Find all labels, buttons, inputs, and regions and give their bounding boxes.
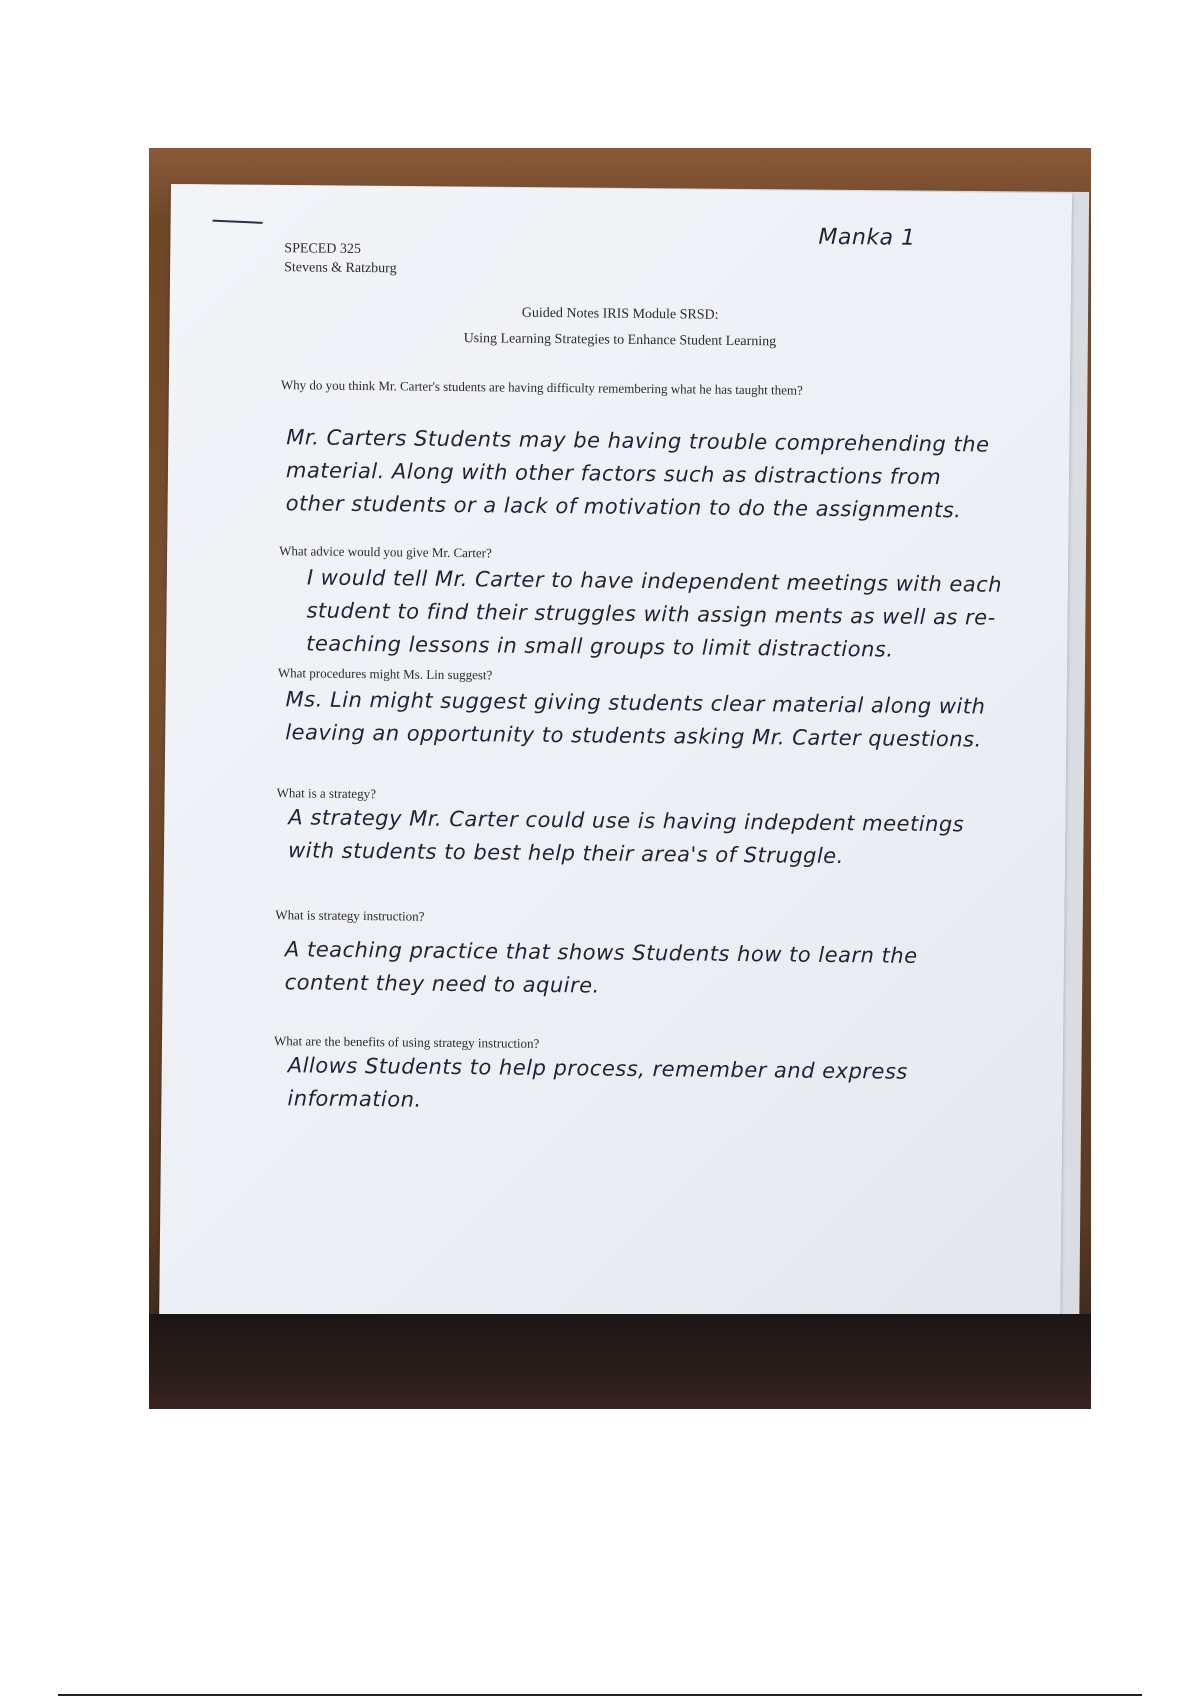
question-6: What are the benefits of using strategy instruction? — [273, 1033, 540, 1051]
course-info — [284, 239, 397, 278]
answer-1: Mr. Carters Students may be having trouble comprehending the material. Along with other factors such as distractions from other students or a lack of motivation to do the assignments. — [285, 425, 990, 523]
answer-6: Allows Students to help process, remember and express information. — [287, 1053, 908, 1112]
instructor-names: Stevens & Ratzburg — [284, 260, 397, 277]
question-4: What is a strategy? — [276, 785, 376, 802]
question-3: What procedures might Ms. Lin suggest? — [277, 665, 493, 683]
document-photo — [149, 148, 1091, 1409]
footer-rule — [58, 1694, 1142, 1696]
answer-2: I would tell Mr. Carter to have independent meetings with each student to find their struggles with assign ments as well as re-teaching lessons in small groups to limit distractions. — [306, 565, 1003, 662]
answer-5: A teaching practice that shows Students how to learn the content they need to aquire. — [284, 937, 918, 998]
question-5: What is strategy instruction? — [275, 907, 425, 924]
worksheet-title: Guided Notes IRIS Module SRSD: — [521, 305, 719, 323]
question-1: Why do you think Mr. Carter's students are having difficulty remembering what he has taught them? — [280, 377, 803, 398]
course-code: SPECED 325 — [284, 241, 362, 257]
worksheet-subtitle: Using Learning Strategies to Enhance Student Learning — [463, 331, 777, 350]
question-2: What advice would you give Mr. Carter? — [279, 543, 492, 561]
answer-4: A strategy Mr. Carter could use is having indepdent meetings with students to best help their area's of Struggle. — [287, 805, 965, 869]
student-name: Manka 1 — [818, 224, 916, 251]
worksheet-paper — [159, 184, 1072, 1331]
pen-mark — [213, 220, 263, 224]
table-edge — [149, 1314, 1091, 1409]
answer-3: Ms. Lin might suggest giving students clear material along with leaving an opportunity to students asking Mr. Carter questions. — [285, 687, 986, 752]
